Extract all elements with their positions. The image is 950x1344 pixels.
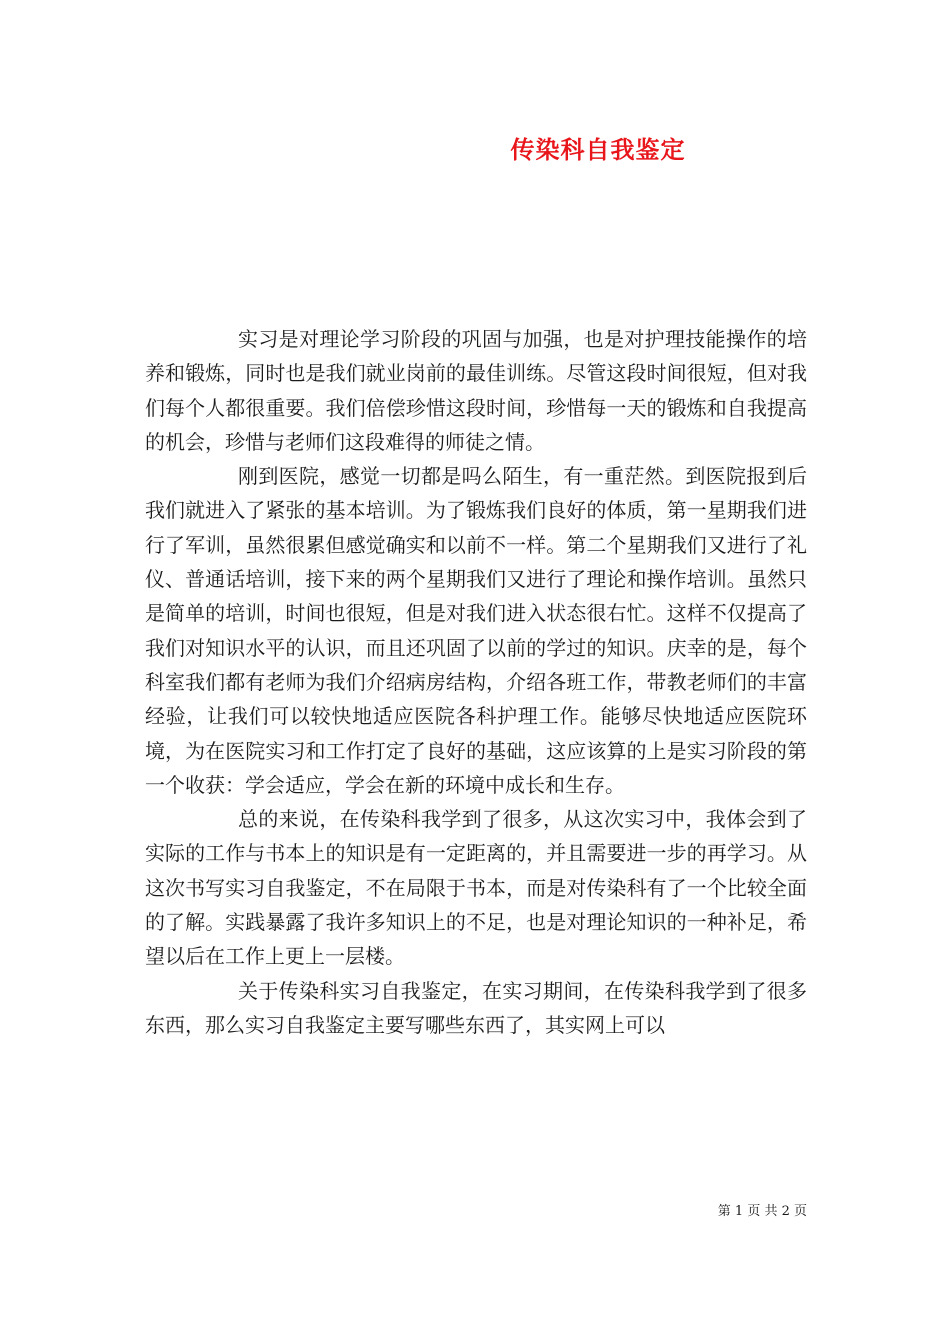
paragraph-1: 实习是对理论学习阶段的巩固与加强，也是对护理技能操作的培养和锻炼，同时也是我们就业岗前的最佳训练。尽管这段时间很短，但对我们每个人都很重要。我们倍偿珍惜这段时间，珍惜每一天的锻炼和自我提高的机会，珍惜与老师们这段难得的师徒之情。: [145, 327, 807, 454]
paragraph-2: 刚到医院，感觉一切都是吗么陌生，有一重茫然。到医院报到后我们就进入了紧张的基本培训。为了锻炼我们良好的体质，第一星期我们进行了军训，虽然很累但感觉确实和以前不一样。第二个星期我们又进行了礼仪、普通话培训，接下来的两个星期我们又进行了理论和操作培训。虽然只是简单的培训，时间也很短，但是对我们进入状态很右忙。这样不仅提高了我们对知识水平的认识，而且还巩固了以前的学过的知识。庆幸的是，每个科室我们都有老师为我们介绍病房结构，介绍各班工作，带教老师们的丰富经验，让我们可以较快地适应医院各科护理工作。能够尽快地适应医院环境，为在医院实习和工作打定了良好的基础，这应该算的上是实习阶段的第一个收获：学会适应，学会在新的环境中成长和生存。: [145, 464, 807, 797]
page-number-footer: 第 1 页 共 2 页: [717, 1204, 807, 1219]
paragraph-4: 关于传染科实习自我鉴定，在实习期间，在传染科我学到了很多东西，那么实习自我鉴定主要写哪些东西了，其实网上可以: [145, 978, 807, 1037]
document-title: 传染科自我鉴定: [510, 136, 686, 164]
document-body: [145, 322, 807, 1042]
paragraph-3: 总的来说，在传染科我学到了很多，从这次实习中，我体会到了实际的工作与书本上的知识是有一定距离的，并且需要进一步的再学习。从这次书写实习自我鉴定，不在局限于书本，而是对传染科有了一个比较全面的了解。实践暴露了我许多知识上的不足，也是对理论知识的一种补足，希望以后在工作上更上一层楼。: [145, 807, 807, 969]
